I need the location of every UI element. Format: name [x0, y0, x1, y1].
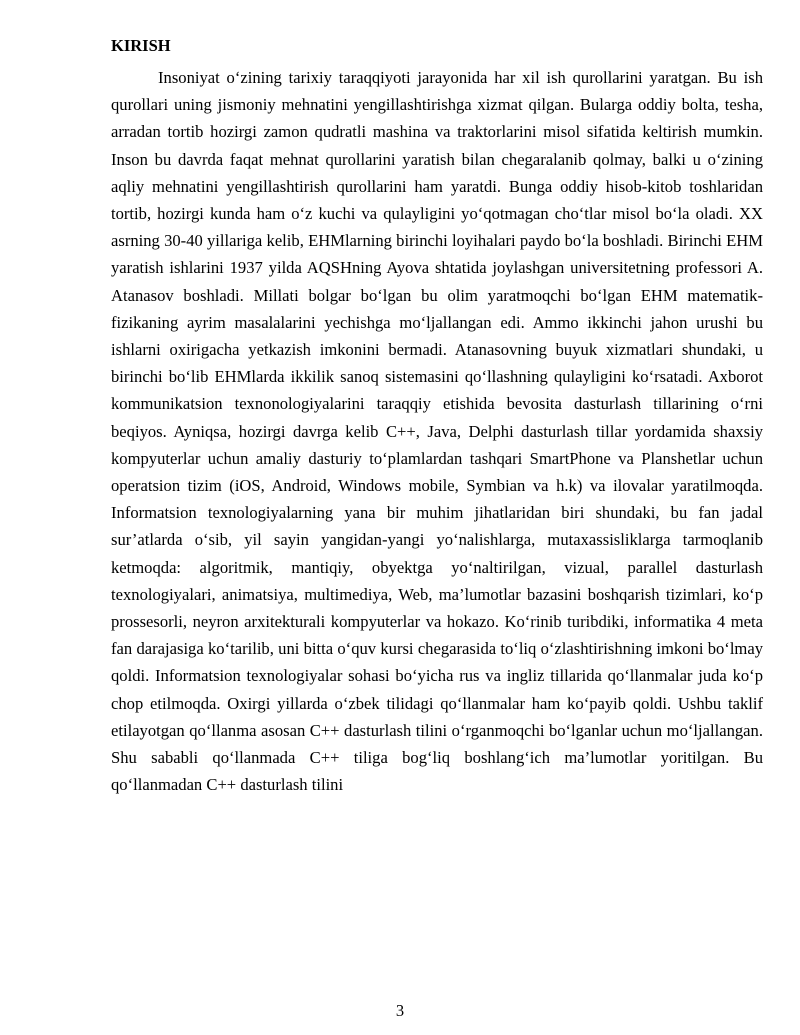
section-heading: KIRISH: [111, 36, 171, 55]
body-paragraph: Insoniyat o‘zining tarixiy taraqqiyoti jarayonida har xil ish qurollarini yaratgan. Bu ish qurollari uning jismoniy mehnatini yengillashtirishga xizmat qilgan. Bularga oddiy bolta, tesha, arradan tortib hozirgi zamon qudratli mashina va traktorlarini misol sifatida keltirish mumkin. Inson bu davrda faqat mehnat qurollarini yaratish bilan chegaralanib qolmay, balki u o‘zining aqliy mehnatini yengillashtirish qurollarini ham yaratdi. Bunga oddiy hisob-kitob toshlaridan tortib, hozirgi kunda ham o‘z kuchi va qulayligini yo‘qotmagan cho‘tlar misol bo‘la oladi. XX asrning 30-40 yillariga kelib, EHMlarning birinchi loyihalari paydo bo‘la boshladi. Birinchi EHM yaratish ishlarini 1937 yilda AQSHning Ayova shtatida joylashgan universitetning professori A. Atanasov boshladi. Millati bolgar bo‘lgan bu olim yaratmoqchi bo‘lgan EHM matematik-fizikaning ayrim masalalarini yechishga mo‘ljallangan edi. Ammo ikkinchi jahon urushi bu ishlarni oxirigacha yetkazish imkonini bermadi. Atanasovning buyuk xizmatlari shundaki, u birinchi bo‘lib EHMlarda ikkilik sanoq sistemasini qo‘llashning qulayligini ko‘rsatadi. Axborot kommunikatsion texnonologiyalarini taraqqiy etishida bevosita dasturlash tillarining o‘rni beqiyos. Ayniqsa, hozirgi davrga kelib C++, Java, Delphi dasturlash tillar yordamida shaxsiy kompyuterlar uchun amaliy dasturiy to‘plamlardan tashqari SmartPhone va Planshetlar uchun operatsion tizim (iOS, Android, Windows mobile, Symbian va h.k) va ilovalar yaratilmoqda. Informatsion texnologiyalarning yana bir muhim jihatlaridan biri shundaki, bu fan jadal sur’atlarda o‘sib, yil sayin yangidan-yangi yo‘nalishlarga, mutaxassisliklarga tarmoqlanib ketmoqda: algoritmik, mantiqiy, obyektga yo‘naltirilgan, vizual, parallel dasturlash texnologiyalari, animatsiya, multimediya, Web, ma’lumotlar bazasini boshqarish tizimlari, ko‘p prossesorli, neyron arxitekturali kompyuterlar va hokazo. Ko‘rinib turibdiki, informatika 4 meta fan darajasiga ko‘tarilib, uni bitta o‘quv kursi chegarasida to‘liq o‘zlashtirishning imkoni bo‘lmay qoldi. Informatsion texnologiyalar sohasi bo‘yicha rus va ingliz tillarida qo‘llanmalar juda ko‘p chop etilmoqda. Oxirgi yillarda o‘zbek tilidagi qo‘llanmalar ham ko‘payib qoldi. Ushbu taklif etilayotgan qo‘llanma asosan C++ dasturlash tilini o‘rganmoqchi bo‘lganlar uchun mo‘ljallangan. Shu sababli qo‘llanmada C++ tiliga bog‘liq boshlang‘ich ma’lumotlar yoritilgan. Bu qo‘llanmadan C++ dasturlash tilini: [111, 68, 763, 795]
page-number: 3: [395, 1001, 405, 1020]
